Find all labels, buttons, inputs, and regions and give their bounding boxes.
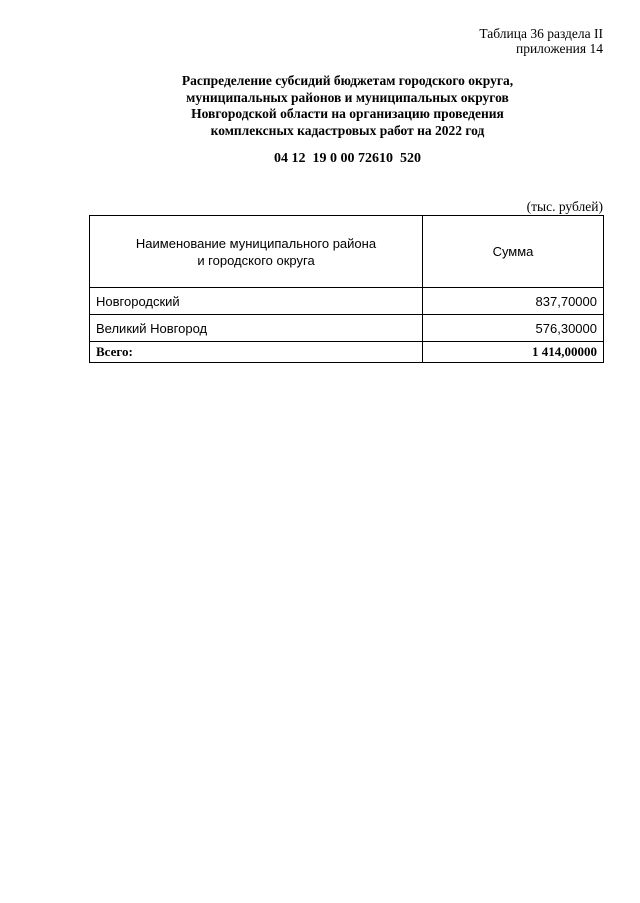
column-header-name-line-1: Наименование муниципального района bbox=[135, 235, 377, 251]
row-name: Новгородский bbox=[90, 288, 423, 315]
table-reference-line-1: Таблица 36 раздела II bbox=[479, 26, 603, 41]
row-name: Великий Новгород bbox=[90, 315, 423, 342]
table-row bbox=[90, 288, 604, 315]
total-amount: 1 414,00000 bbox=[423, 342, 604, 363]
table-reference-line-2: приложения 14 bbox=[515, 41, 603, 56]
total-label: Всего: bbox=[90, 342, 423, 363]
title-line-3: Новгородской области на организацию проведения bbox=[191, 106, 504, 121]
column-header-name bbox=[90, 216, 423, 288]
table-header-row bbox=[90, 216, 604, 288]
column-header-amount: Сумма bbox=[423, 216, 604, 288]
title-line-2: муниципальных районов и муниципальных округов bbox=[186, 89, 509, 105]
row-amount: 837,70000 bbox=[423, 288, 604, 315]
table-total-row bbox=[90, 342, 604, 363]
subsidy-table bbox=[89, 215, 604, 363]
row-amount: 576,30000 bbox=[423, 315, 604, 342]
document-title bbox=[90, 73, 605, 139]
title-line-1: Распределение субсидий бюджетам городского округа, bbox=[181, 73, 514, 88]
column-header-name-line-2: и городского округа bbox=[197, 252, 315, 268]
table-row bbox=[90, 315, 604, 342]
title-line-4: комплексных кадастровых работ на 2022 год bbox=[210, 122, 485, 138]
units-label: (тыс. рублей) bbox=[526, 199, 603, 214]
budget-classification-code: 04 12 19 0 00 72610 520 bbox=[274, 151, 421, 166]
table-reference bbox=[479, 26, 603, 56]
